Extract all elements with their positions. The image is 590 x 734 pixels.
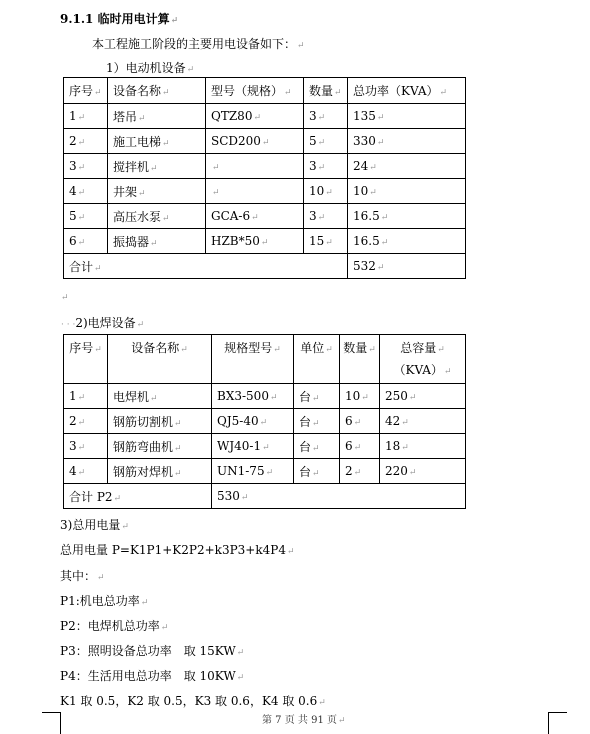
table-cell: UN1-75↵ (212, 459, 294, 484)
table-cell: SCD200↵ (206, 129, 304, 154)
p1-text: P1:机电总功率↵ (60, 594, 149, 608)
header-cell: 规格型号↵ (212, 335, 294, 384)
intro-text: 本工程施工阶段的主要用电设备如下：↵ (92, 37, 305, 51)
table-cell: 10↵ (304, 179, 348, 204)
table-cell: 220↵ (380, 459, 466, 484)
header-cell: 数量↵ (340, 335, 380, 384)
table-cell: 塔吊↵ (108, 104, 206, 129)
table-row (64, 434, 466, 459)
table-row (64, 179, 466, 204)
table-row (64, 459, 466, 484)
table-cell: 井架↵ (108, 179, 206, 204)
table-cell: 3↵ (304, 104, 348, 129)
table-cell: 4↵ (64, 459, 108, 484)
table-cell: 1↵ (64, 104, 108, 129)
welding-equipment-table (63, 334, 466, 509)
table-cell: 5↵ (64, 204, 108, 229)
table-cell: 台↵ (294, 434, 340, 459)
table-cell: 1↵ (64, 384, 108, 409)
table-cell: WJ40-1↵ (212, 434, 294, 459)
k-values-text: K1 取 0.5，K2 取 0.5，K3 取 0.6，K4 取 0.6↵ (60, 694, 326, 708)
section2-title: · · ·2)电焊设备↵ (61, 316, 145, 330)
table-cell: 台↵ (294, 409, 340, 434)
total-label: 合计↵ (64, 254, 348, 279)
page-footer: 第 7 页 共 91 页↵ (262, 715, 346, 726)
header-cell: 序号↵ (64, 335, 108, 384)
table-cell: 6↵ (340, 409, 380, 434)
table-cell: ↵ (206, 154, 304, 179)
section-heading: 9.1.1 临时用电计算↵ (60, 12, 179, 26)
total-value: 530↵ (212, 484, 466, 509)
table-cell: 2↵ (64, 409, 108, 434)
table-cell: 3↵ (64, 154, 108, 179)
table-cell: 42↵ (380, 409, 466, 434)
table-cell: 2↵ (64, 129, 108, 154)
table-cell: 台↵ (294, 459, 340, 484)
table-cell: 高压水泵↵ (108, 204, 206, 229)
table-row (64, 409, 466, 434)
table-cell: 16.5↵ (348, 204, 466, 229)
table-cell: 6↵ (340, 434, 380, 459)
formula-text: 总用电量 P=K1P1+K2P2+k3P3+k4P4↵ (60, 543, 295, 557)
p2-text: P2：电焊机总功率↵ (60, 619, 169, 633)
table-cell: 施工电梯↵ (108, 129, 206, 154)
table-cell: QTZ80↵ (206, 104, 304, 129)
motor-equipment-table (63, 77, 466, 279)
table-row (64, 129, 466, 154)
header-cell: 设备名称↵ (108, 335, 212, 384)
header-cell: 单位↵ (294, 335, 340, 384)
table-cell: 台↵ (294, 384, 340, 409)
table-cell: 钢筋切割机↵ (108, 409, 212, 434)
table-cell: 6↵ (64, 229, 108, 254)
table-cell: 135↵ (348, 104, 466, 129)
header-cell: 设备名称↵ (108, 78, 206, 104)
table-cell: 钢筋对焊机↵ (108, 459, 212, 484)
page-corner-mark (42, 712, 61, 734)
section3-title: 3)总用电量↵ (60, 518, 129, 532)
header-cell: 序号↵ (64, 78, 108, 104)
empty-paragraph: ↵ (61, 293, 69, 303)
table-cell: 钢筋弯曲机↵ (108, 434, 212, 459)
table-cell: 电焊机↵ (108, 384, 212, 409)
total-value: 532↵ (348, 254, 466, 279)
table-cell: 5↵ (304, 129, 348, 154)
table-cell: 10↵ (348, 179, 466, 204)
table-cell: 24↵ (348, 154, 466, 179)
p3-text: P3：照明设备总功率 取 15KW↵ (60, 644, 245, 658)
table-cell: 10↵ (340, 384, 380, 409)
table-cell: 16.5↵ (348, 229, 466, 254)
table-cell: 搅拌机↵ (108, 154, 206, 179)
table-cell: 振捣器↵ (108, 229, 206, 254)
table-cell: 4↵ (64, 179, 108, 204)
table-cell: GCA-6↵ (206, 204, 304, 229)
table-cell: 330↵ (348, 129, 466, 154)
table-row (64, 104, 466, 129)
table-row (64, 204, 466, 229)
p4-text: P4：生活用电总功率 取 10KW↵ (60, 669, 245, 683)
table-header-row (64, 335, 466, 384)
table-cell: ↵ (206, 179, 304, 204)
table-total-row (64, 254, 466, 279)
header-cell: 数量↵ (304, 78, 348, 104)
table-cell: HZB*50↵ (206, 229, 304, 254)
header-cell: 总容量↵ （KVA）↵ (380, 335, 466, 384)
table-total-row (64, 484, 466, 509)
table-row (64, 154, 466, 179)
table-cell: 15↵ (304, 229, 348, 254)
section1-title: 1）电动机设备↵ (106, 61, 195, 75)
table-cell: 18↵ (380, 434, 466, 459)
table-row (64, 384, 466, 409)
total-label: 合计 P2↵ (64, 484, 212, 509)
table-cell: BX3-500↵ (212, 384, 294, 409)
where-text: 其中：↵ (60, 569, 105, 583)
table-cell: 3↵ (64, 434, 108, 459)
header-cell: 总功率（KVA）↵ (348, 78, 466, 104)
header-cell: 型号（规格）↵ (206, 78, 304, 104)
table-header-row (64, 78, 466, 104)
table-row (64, 229, 466, 254)
table-cell: 2↵ (340, 459, 380, 484)
page-corner-mark (548, 712, 567, 734)
table-cell: 3↵ (304, 154, 348, 179)
table-cell: 250↵ (380, 384, 466, 409)
table-cell: 3↵ (304, 204, 348, 229)
table-cell: QJ5-40↵ (212, 409, 294, 434)
